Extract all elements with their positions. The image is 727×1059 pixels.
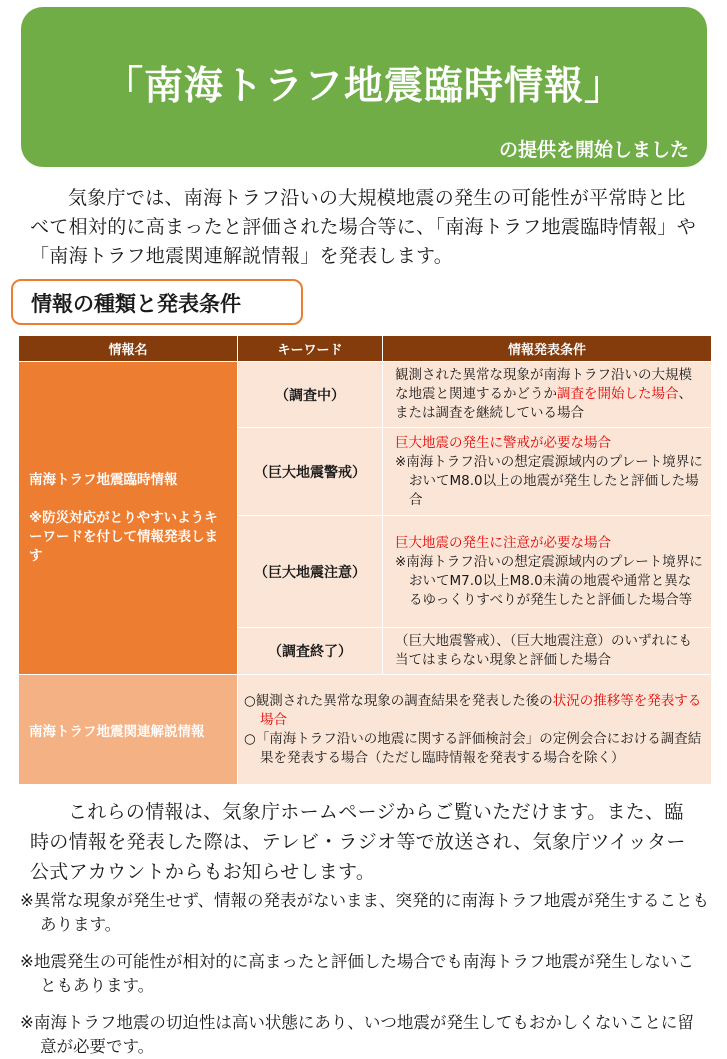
info-table	[18, 335, 712, 785]
title-banner	[21, 7, 707, 167]
condition-note: ※南海トラフ沿いの想定震源域内のプレート境界においてM7.0以上M8.0未満の地震や通常と異なるゆっくりすべりが発生したと評価した場合等	[395, 553, 703, 608]
intro-paragraph: 気象庁では、南海トラフ沿いの大規模地震の発生の可能性が平常時と比べて相対的に高まったと評価された場合等に、「南海トラフ地震臨時情報」や「南海トラフ地震関連解説情報」を発表します。	[30, 187, 697, 267]
condition-note: ※南海トラフ沿いの想定震源域内のプレート境界においてM8.0以上の地震が発生したと評価した場合	[395, 453, 703, 508]
kaisetsu-item-1	[244, 692, 703, 730]
condition-text: 観測された異常な現象が南海トラフ沿いの大規模な地震と関連するかどうか	[395, 367, 692, 402]
condition-cell: （巨大地震警戒）、（巨大地震注意）のいずれにも当てはまらない現象と評価した場合	[383, 628, 712, 675]
keyword-cell: （調査中）	[238, 362, 383, 428]
keyword-cell: （巨大地震注意）	[238, 516, 383, 628]
header-condition: 情報発表条件	[383, 336, 712, 362]
condition-highlight: 巨大地震の発生に警戒が必要な場合	[395, 434, 611, 451]
keyword-cell: （巨大地震警戒）	[238, 428, 383, 516]
table-row	[19, 362, 712, 428]
rinji-name: 南海トラフ地震臨時情報	[29, 471, 178, 488]
condition-text: 、または調査を継続している場合	[395, 386, 692, 421]
kaisetsu-name-cell: 南海トラフ地震関連解説情報	[19, 675, 238, 785]
condition-cell	[383, 516, 712, 628]
condition-highlight: 巨大地震の発生に注意が必要な場合	[395, 534, 611, 551]
condition-cell	[383, 362, 712, 428]
kaisetsu-condition-cell	[238, 675, 712, 785]
section-title: 情報の種類と発表条件	[11, 279, 303, 325]
condition-highlight: 調査を開始した場合	[557, 386, 679, 402]
keyword-cell: （調査終了）	[238, 628, 383, 675]
table-header-row	[19, 336, 712, 362]
header-keyword: キーワード	[238, 336, 383, 362]
rinji-name-cell	[19, 362, 238, 675]
note-1: ※異常な現象が発生せず、情報の発表がないまま、突発的に南海トラフ地震が発生することもあります。	[20, 891, 710, 934]
kaisetsu-item-1-text: ○観測された異常な現象の調査結果を発表した後の	[244, 692, 553, 709]
availability-paragraph: これらの情報は、気象庁ホームページからご覧いただけます。また、臨時の情報を発表した際は、テレビ・ラジオ等で放送され、気象庁ツイッター公式アカウントからもお知らせします。	[30, 801, 686, 883]
kaisetsu-item-1-highlight: 状況の推移等を発表する場合	[260, 692, 702, 728]
rinji-name-note: ※防災対応がとりやすいようキーワードを付して情報発表します	[29, 509, 218, 564]
note-2: ※地震発生の可能性が相対的に高まったと評価した場合でも南海トラフ地震が発生しないこともあります。	[20, 952, 694, 995]
banner-title: 「南海トラフ地震臨時情報」	[103, 64, 624, 109]
condition-cell	[383, 428, 712, 516]
banner-subtitle: の提供を開始しました	[498, 139, 689, 161]
header-info-name: 情報名	[19, 336, 238, 362]
note-3: ※南海トラフ地震の切迫性は高い状態にあり、いつ地震が発生してもおかしくないことに留意が必要です。	[20, 1013, 694, 1056]
table-row	[19, 675, 712, 785]
kaisetsu-item-2: ○「南海トラフ沿いの地震に関する評価検討会」の定例会合における調査結果を発表する場合（ただし臨時情報を発表する場合を除く）	[244, 730, 702, 766]
